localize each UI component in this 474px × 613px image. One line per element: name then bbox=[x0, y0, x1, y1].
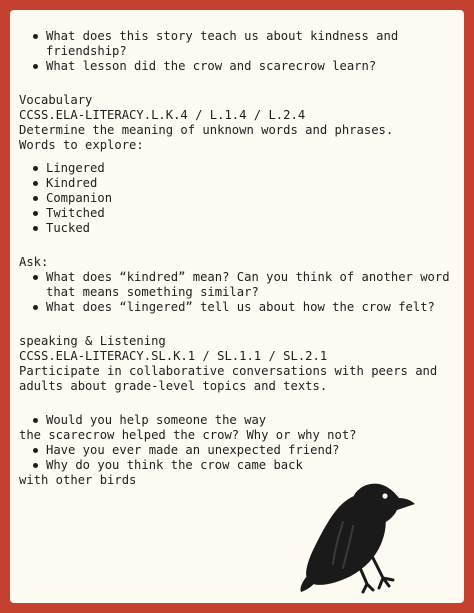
speaking-heading: speaking & Listening bbox=[19, 334, 166, 348]
intro-question-list bbox=[19, 29, 456, 74]
speaking-description: Participate in collaborative conversations with peers and adults about grade-level topics and texts. bbox=[19, 364, 438, 393]
ask-heading: Ask: bbox=[19, 255, 49, 269]
words-label: Words to explore: bbox=[19, 138, 144, 152]
vocabulary-standard: CCSS.ELA-LITERACY.L.K.4 / L.1.4 / L.2.4 bbox=[19, 108, 306, 122]
speaking-question-list-2 bbox=[19, 443, 456, 473]
speaking-question-continuation: the scarecrow helped the crow? Why or why not? bbox=[19, 428, 357, 442]
vocabulary-word: Lingered bbox=[19, 161, 456, 176]
worksheet-page bbox=[10, 10, 464, 603]
speaking-question: Why do you think the crow came back bbox=[19, 458, 456, 473]
speaking-question-continuation: with other birds bbox=[19, 473, 137, 487]
speaking-question: Would you help someone the way bbox=[19, 413, 456, 428]
vocabulary-description: Determine the meaning of unknown words and phrases. bbox=[19, 123, 394, 137]
intro-question: What lesson did the crow and scarecrow learn? bbox=[19, 59, 456, 74]
speaking-question-list bbox=[19, 413, 456, 428]
vocabulary-word: Twitched bbox=[19, 206, 456, 221]
vocabulary-heading: Vocabulary bbox=[19, 93, 93, 107]
vocabulary-word: Kindred bbox=[19, 176, 456, 191]
ask-question: What does “lingered” tell us about how the crow felt? bbox=[19, 300, 456, 315]
vocabulary-word: Companion bbox=[19, 191, 456, 206]
crow-icon bbox=[295, 478, 415, 596]
speaking-standard: CCSS.ELA-LITERACY.SL.K.1 / SL.1.1 / SL.2.1 bbox=[19, 349, 328, 363]
ask-question-list bbox=[19, 270, 456, 315]
speaking-question: Have you ever made an unexpected friend? bbox=[19, 443, 456, 458]
vocabulary-word-list bbox=[19, 161, 456, 236]
intro-question: What does this story teach us about kindness and friendship? bbox=[19, 29, 456, 59]
ask-question: What does “kindred” mean? Can you think of another word that means something similar? bbox=[19, 270, 456, 300]
vocabulary-word: Tucked bbox=[19, 221, 456, 236]
worksheet-content bbox=[19, 29, 456, 488]
